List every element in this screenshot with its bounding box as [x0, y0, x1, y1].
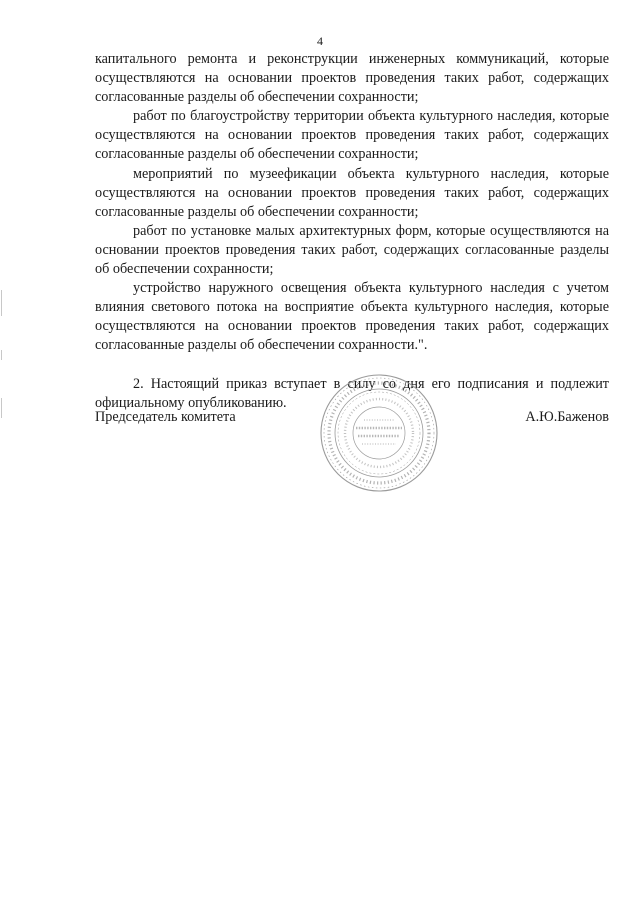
paragraph-item: 2. Настоящий приказ вступает в силу со дня его подписания и подлежит официальному опубликованию.: [95, 375, 609, 411]
scan-edge-mark: [1, 290, 2, 316]
page-number: 4: [317, 34, 323, 48]
paragraph-item: устройство наружного освещения объекта культурного наследия с учетом влияния светового потока на восприятие объекта культурного наследия, которые осуществляются на основании проектов проведения таких работ, содержащих согласованные разделы об обеспечении сохранности.".: [95, 280, 609, 354]
signatory-title: Председатель комитета: [95, 409, 236, 425]
paragraph-item: работ по благоустройству территории объекта культурного наследия, которые осуществляются на основании проектов проведения таких работ, содержащих согласованные разделы об обеспечении сохранности;: [95, 108, 609, 163]
signatory-name: А.Ю.Баженов: [525, 409, 609, 425]
scan-edge-mark: [1, 350, 2, 360]
paragraph-item: работ по установке малых архитектурных форм, которые осуществляются на основании проектов проведения таких работ, содержащих согласованные разделы об обеспечении сохранности;: [95, 222, 609, 278]
round-seal-icon: [318, 372, 440, 494]
document-body: [95, 50, 609, 413]
paragraph-item: капитального ремонта и реконструкции инженерных коммуникаций, которые осуществляются на основании проектов проведения таких работ, содержащих согласованные разделы об обеспечении сохранности;: [95, 51, 609, 106]
scan-edge-mark: [1, 398, 2, 418]
paragraph-item: мероприятий по музеефикации объекта культурного наследия, которые осуществляются на основании проектов проведения таких работ, содержащих согласованные разделы об обеспечении сохранности;: [95, 165, 609, 220]
